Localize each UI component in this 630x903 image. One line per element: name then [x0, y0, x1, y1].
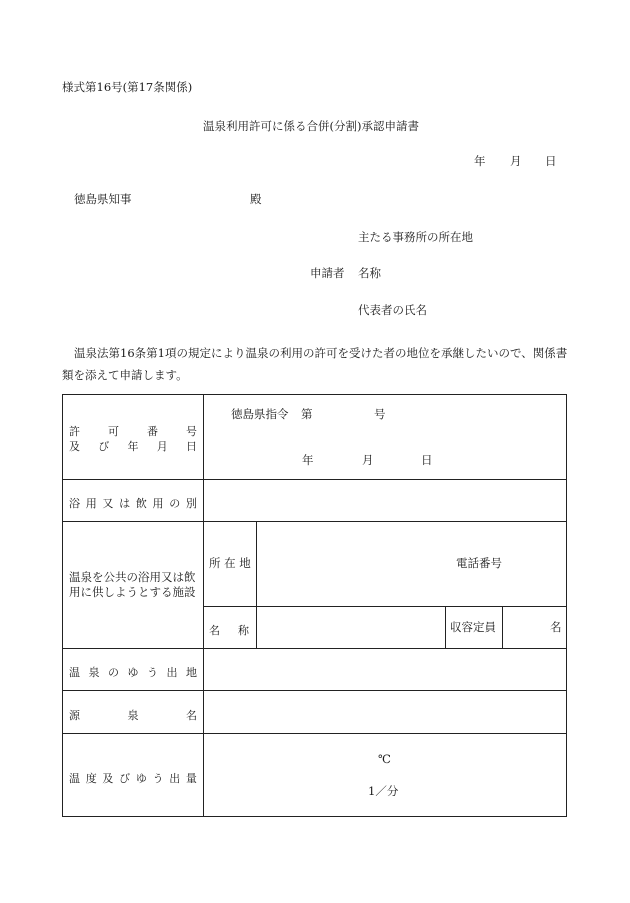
permit-go-label: 号 — [374, 407, 386, 421]
facility-name-label: 名 称 — [209, 624, 249, 637]
permit-date-year: 年 — [302, 453, 314, 467]
bathing-or-drinking-label: 浴 用 又 は 飲 用 の 別 — [69, 497, 197, 510]
source-name-label: 源 泉 名 — [69, 709, 197, 722]
permit-date-label: 及 び 年 月 日 — [69, 440, 197, 453]
date-month-label: 月 — [510, 154, 522, 168]
facility-capacity-unit: 名 — [550, 620, 562, 634]
permit-dai-label: 第 — [301, 407, 313, 421]
applicant-role-label: 申請者 — [310, 266, 345, 280]
addressee-name: 徳島県知事 — [74, 192, 132, 206]
document-title: 温泉利用許可に係る合併(分割)承認申請書 — [203, 119, 419, 133]
capacity-divider-left — [445, 606, 446, 648]
date-day-label: 日 — [545, 154, 557, 168]
facility-capacity-label: 収容定員 — [450, 620, 496, 634]
facility-subrow-divider — [203, 606, 567, 607]
capacity-divider-right — [502, 606, 503, 648]
flow-rate-unit: 1／分 — [368, 784, 399, 798]
temperature-and-outflow-label: 温 度 及 び ゆ う 出 量 — [69, 772, 197, 785]
addressee-honorific: 殿 — [250, 192, 262, 206]
permit-date-month: 月 — [362, 453, 374, 467]
applicant-name-label: 名称 — [358, 266, 381, 280]
permit-directive-prefix: 徳島県指令 — [231, 407, 289, 421]
row-divider — [62, 521, 567, 522]
spring-outflow-location-label: 温 泉 の ゆ う 出 地 — [69, 666, 197, 679]
row-divider — [62, 690, 567, 691]
date-year-label: 年 — [474, 154, 486, 168]
temperature-unit: ℃ — [378, 752, 391, 766]
form-number: 様式第16号(第17条関係) — [62, 80, 193, 94]
facility-subcolumn-divider — [256, 521, 257, 648]
applicant-representative-label: 代表者の氏名 — [358, 303, 427, 317]
applicant-office-address-label: 主たる事務所の所在地 — [358, 230, 473, 244]
facility-phone-label: 電話番号 — [456, 556, 502, 570]
permit-number-label: 許 可 番 号 — [69, 425, 197, 438]
row-divider — [62, 648, 567, 649]
facility-location-label: 所 在 地 — [209, 556, 251, 570]
facility-label-line2: 用に供しようとする施設 — [69, 585, 196, 599]
body-paragraph: 温泉法第16条第1項の規定により温泉の利用の許可を受けた者の地位を承継したいので、関係書類を添えて申請します。 — [62, 346, 568, 382]
facility-label-line1: 温泉を公共の浴用又は飲 — [69, 570, 196, 584]
permit-date-day: 日 — [421, 453, 433, 467]
row-divider — [62, 733, 567, 734]
row-divider — [62, 479, 567, 480]
